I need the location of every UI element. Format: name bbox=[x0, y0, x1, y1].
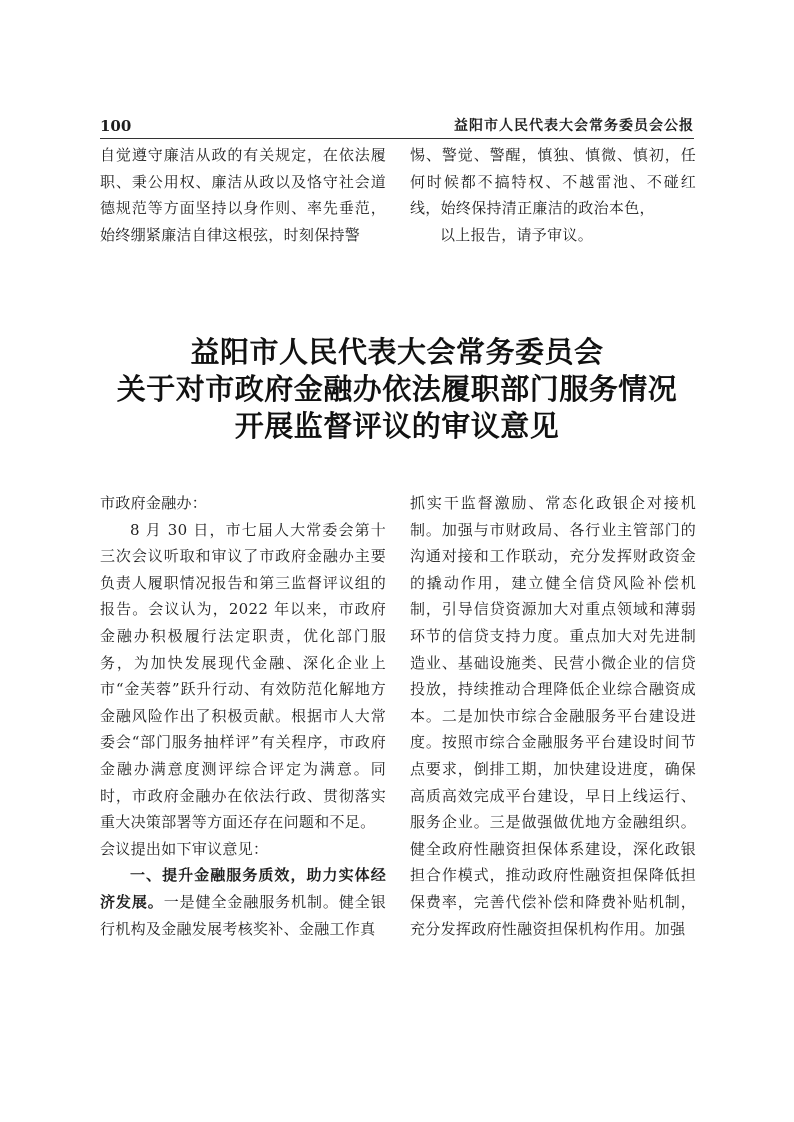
title-line: 关于对市政府金融办依法履职部门服务情况 bbox=[116, 372, 678, 406]
right-column-text: 抓实干监督激励、常态化政银企对接机制。加强与市财政局、各行业主管部门的沟通对接和工作联动，充分发挥财政资金的撬动作用，建立健全信贷风险补偿机制，引导信贷资源加大对重点领域和薄弱环节的信贷支持力度。重点加大对先进制造业、基础设施类、民营小微企业的信贷投放，持续推动合理降低企业综合融资成本。二是加快市综合金融服务平台建设进度。按照市综合金融服务平台建设时间节点要求，倒排工期，加快建设进度，确保高质高效完成平台建设，早日上线运行、服务企业。三是做强做优地方金融组织。健全政府性融资担保体系建设，深化政银担合作模式，推动政府性融资担保降低担保费率，完善代偿补偿和降费补贴机制，充分发挥政府性融资担保机构作用。加强 bbox=[410, 494, 696, 938]
section-1 bbox=[100, 862, 386, 942]
section-1-text: 一是健全金融服务机制。健全银行机构及金融发展考核奖补、金融工作真 bbox=[100, 892, 387, 938]
article-right-column bbox=[410, 490, 696, 942]
prev-article-closing: 以上报告，请予审议。 bbox=[440, 225, 594, 244]
page-header bbox=[100, 116, 694, 138]
article-title bbox=[60, 334, 734, 445]
article-left-column bbox=[100, 490, 386, 942]
prev-article-right-column bbox=[410, 142, 696, 248]
title-line: 开展监督评议的审议意见 bbox=[234, 409, 560, 443]
journal-name: 益阳市人民代表大会常务委员会公报 bbox=[454, 118, 694, 134]
salutation: 市政府金融办： bbox=[100, 494, 208, 512]
section-1-heading: 一、提升金融服务质效，助力实体经济发展。 bbox=[100, 866, 386, 911]
prev-article-right-text: 惕、警觉、警醒，慎独、慎微、慎初，任何时候都不搞特权、不越雷池、不碰红线，始终保持清正廉洁的政治本色， bbox=[410, 146, 696, 218]
prev-article-left-column bbox=[100, 142, 386, 248]
prev-article-left-text: 自觉遵守廉洁从政的有关规定，在依法履职、秉公用权、廉洁从政以及恪守社会道德规范等方面坚持以身作则、率先垂范，始终绷紧廉洁自律这根弦，时刻保持警 bbox=[100, 146, 386, 244]
paragraph-1: 8 月 30 日，市七届人大常委会第十三次会议听取和审议了市政府金融办主要负责人履职情况报告和第三监督评议组的报告。会议认为，2022 年以来，市政府金融办积极履行法定职责，优化部门服务，为加快发展现代金融、深化企业上市“金芙蓉”跃升行动、有效防范化解地方金融风险作出了积极贡献。根据市人大常委会“部门服务抽样评”有关程序，市政府金融办满意度测评综合评定为满意。同时，市政府金融办在依法行政、贯彻落实重大决策部署等方面还存在问题和不足。 bbox=[100, 520, 386, 832]
page-number: 100 bbox=[100, 117, 132, 135]
header-rule bbox=[100, 138, 694, 139]
paragraph-2: 会议提出如下审议意见： bbox=[100, 839, 269, 858]
title-line: 益阳市人民代表大会常务委员会 bbox=[190, 335, 604, 369]
